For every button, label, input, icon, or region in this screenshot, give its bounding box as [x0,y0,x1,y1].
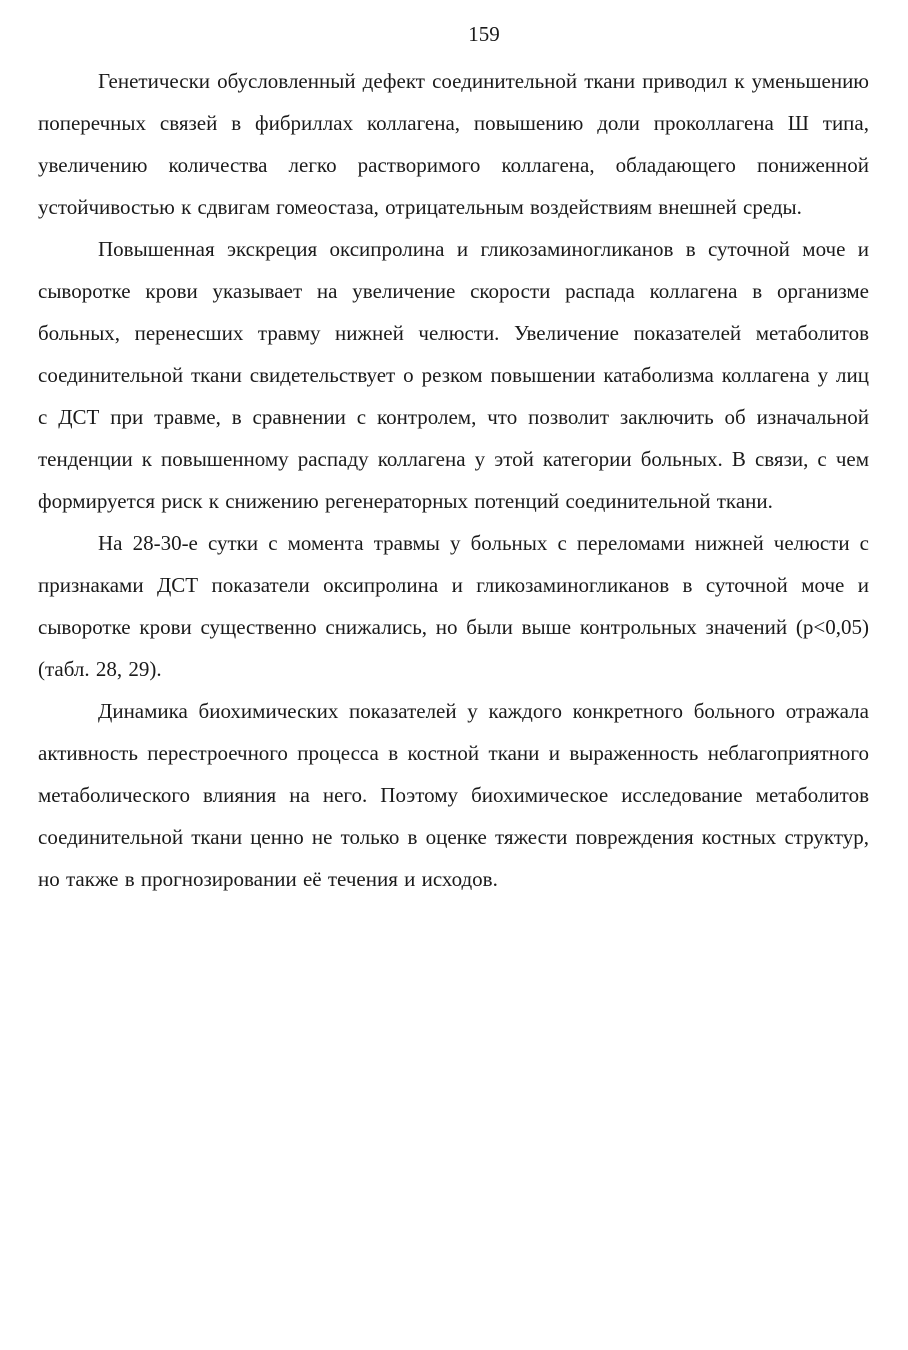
paragraph-4: Динамика биохимических показателей у каждого конкретного больного отражала активность перестроечного процесса в костной ткани и выраженность неблагоприятного метаболического влияния на него. Поэтому биохимическое исследование метаболитов соединительной ткани ценно не только в оценке тяжести повреждения костных структур, но также в прогнозировании её течения и исходов. [38,699,869,891]
paragraph-1: Генетически обусловленный дефект соединительной ткани приводил к уменьшению поперечных связей в фибриллах коллагена, повышению доли проколлагена Ш типа, увеличению количества легко растворимого коллагена, обладающего пониженной устойчивостью к сдвигам гомеостаза, отрицательным воздействиям внешней среды. [38,69,869,219]
page-number: 159 [468,22,500,46]
body-text [38,60,869,900]
paragraph-3: На 28-30-е сутки с момента травмы у больных с переломами нижней челюсти с признаками ДСТ показатели оксипролина и гликозаминогликанов в суточной моче и сыворотке крови существенно снижались, но были выше контрольных значений (р<0,05) (табл. 28, 29). [38,531,869,681]
paragraph-2: Повышенная экскреция оксипролина и гликозаминогликанов в суточной моче и сыворотке крови указывает на увеличение скорости распада коллагена в организме больных, перенесших травму нижней челюсти. Увеличение показателей метаболитов соединительной ткани свидетельствует о резком повышении катаболизма коллагена у лиц с ДСТ при травме, в сравнении с контролем, что позволит заключить об изначальной тенденции к повышенному распаду коллагена у этой категории больных. В связи, с чем формируется риск к снижению регенераторных потенций соединительной ткани. [38,237,869,513]
